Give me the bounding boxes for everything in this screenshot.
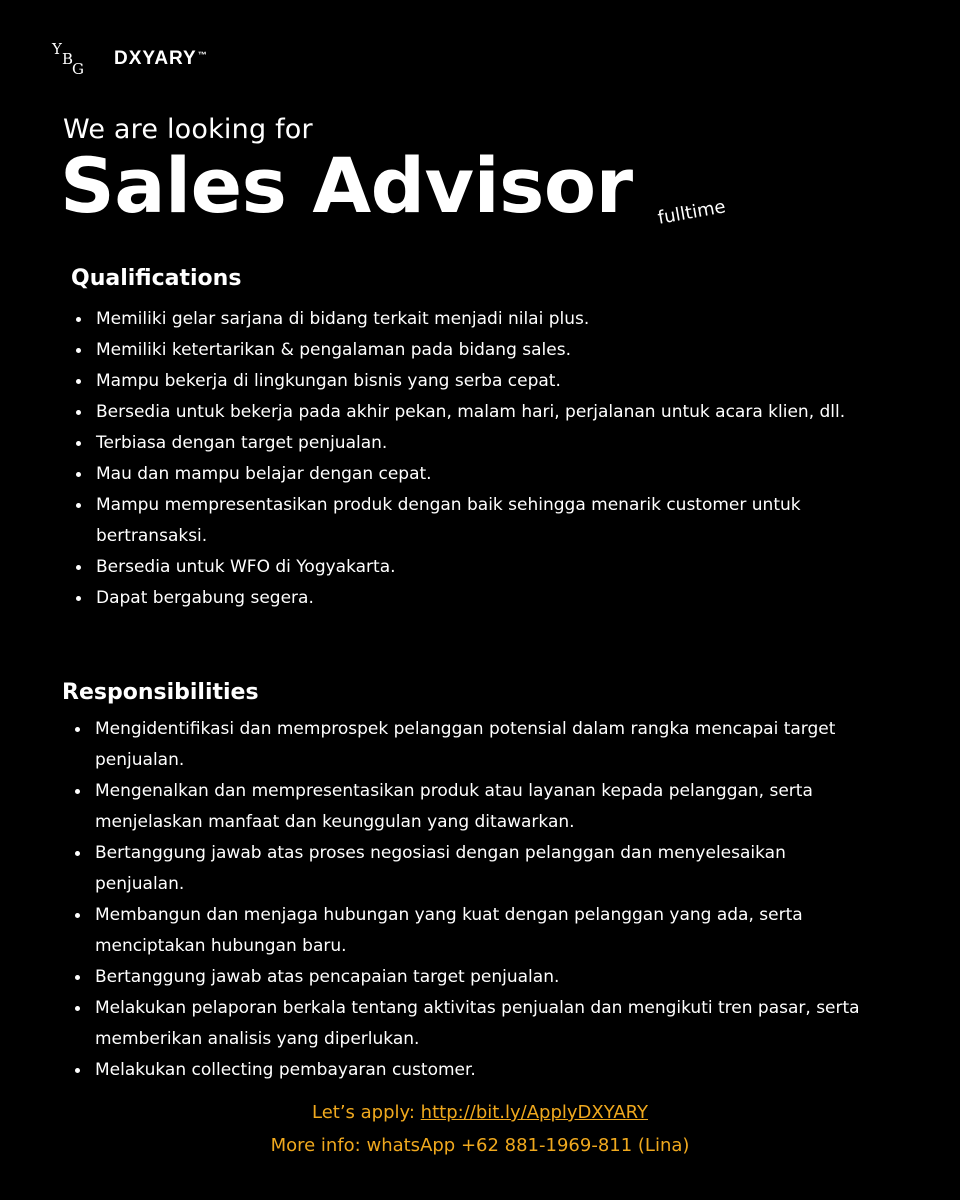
responsibilities-heading: Responsibilities — [62, 680, 259, 705]
ybg-logo-letter: G — [72, 60, 84, 78]
dxyary-logo — [114, 48, 208, 70]
logo-group — [52, 42, 208, 80]
intro-text: We are looking for — [63, 114, 313, 145]
job-type-label: fulltime — [656, 196, 728, 229]
qualifications-heading: Qualifications — [71, 266, 242, 291]
list-item: Bersedia untuk WFO di Yogyakarta. — [71, 552, 861, 583]
list-item: Bertanggung jawab atas proses negosiasi dengan pelanggan dan menyelesaikan penjualan. — [70, 838, 860, 900]
apply-line — [0, 1102, 960, 1123]
apply-link[interactable]: http://bit.ly/ApplyDXYARY — [420, 1102, 649, 1123]
list-item: Mampu mempresentasikan produk dengan baik sehingga menarik customer untuk bertransaksi. — [71, 490, 861, 552]
list-item: Mengenalkan dan mempresentasikan produk atau layanan kepada pelanggan, serta menjelaskan manfaat dan keunggulan yang ditawarkan. — [70, 776, 860, 838]
list-item: Mampu bekerja di lingkungan bisnis yang serba cepat. — [71, 366, 861, 397]
list-item: Bersedia untuk bekerja pada akhir pekan, malam hari, perjalanan untuk acara klien, dll. — [71, 397, 861, 428]
list-item: Dapat bergabung segera. — [71, 583, 861, 614]
brand-name: DXYARY — [114, 48, 197, 69]
contact-info: More info: whatsApp +62 881-1969-811 (Lina) — [270, 1135, 690, 1156]
list-item: Memiliki gelar sarjana di bidang terkait menjadi nilai plus. — [71, 304, 861, 335]
list-item: Melakukan collecting pembayaran customer. — [70, 1055, 860, 1086]
list-item: Membangun dan menjaga hubungan yang kuat dengan pelanggan yang ada, serta menciptakan hubungan baru. — [70, 900, 860, 962]
apply-label: Let’s apply: — [311, 1102, 421, 1123]
list-item: Mau dan mampu belajar dengan cepat. — [71, 459, 861, 490]
ybg-logo-letter: B — [62, 50, 74, 68]
list-item: Bertanggung jawab atas pencapaian target penjualan. — [70, 962, 860, 993]
list-item: Memiliki ketertarikan & pengalaman pada bidang sales. — [71, 335, 861, 366]
list-item: Terbiasa dengan target penjualan. — [71, 428, 861, 459]
ybg-logo-letter: Y — [52, 40, 62, 58]
list-item: Melakukan pelaporan berkala tentang aktivitas penjualan dan mengikuti tren pasar, serta memberikan analisis yang diperlukan. — [70, 993, 860, 1055]
list-item: Mengidentifikasi dan memprospek pelanggan potensial dalam rangka mencapai target penjualan. — [70, 714, 860, 776]
qualifications-list — [71, 304, 861, 614]
job-title: Sales Advisor — [60, 141, 633, 230]
ybg-logo — [52, 42, 92, 80]
trademark-symbol: ™ — [197, 50, 208, 60]
responsibilities-list — [70, 714, 860, 1086]
